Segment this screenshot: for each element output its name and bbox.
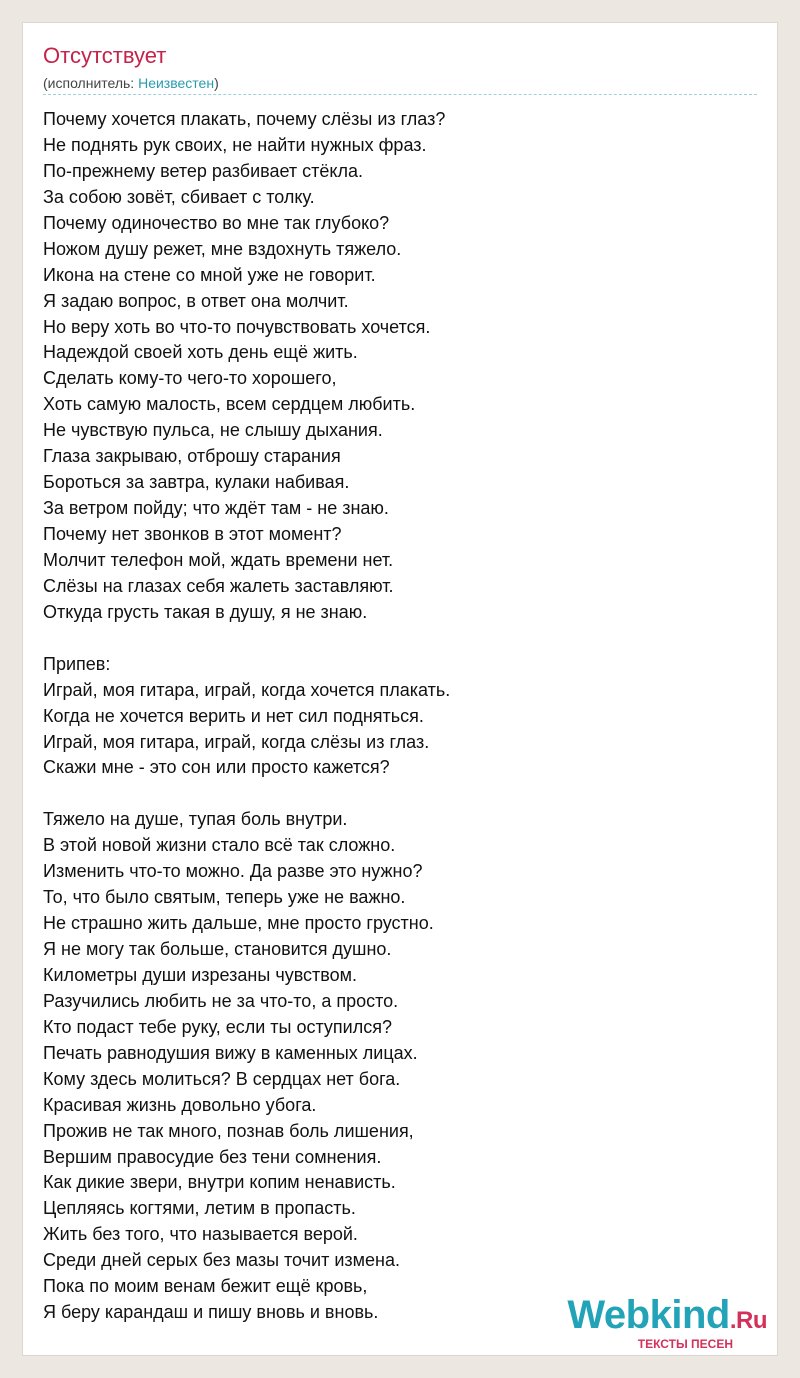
lyrics-line: За собою зовёт, сбивает с толку.: [43, 186, 315, 207]
lyrics-line: Играй, моя гитара, играй, когда хочется плакать.: [43, 679, 451, 700]
lyrics-line: Откуда грусть такая в душу, я не знаю.: [43, 601, 368, 622]
lyrics-line: То, что было святым, теперь уже не важно.: [43, 887, 406, 908]
lyrics-text: [43, 107, 450, 1326]
lyrics-line: Вершим правосудие без тени сомнения.: [43, 1146, 382, 1167]
artist-prefix: (исполнитель:: [43, 75, 139, 91]
lyrics-card: [22, 22, 778, 1356]
lyrics-line: Сделать кому-то чего-то хорошего,: [43, 368, 337, 389]
lyrics-line: Разучились любить не за что-то, а просто.: [43, 990, 399, 1011]
lyrics-line: Километры души изрезаны чувством.: [43, 964, 358, 985]
lyrics-line: Играй, моя гитара, играй, когда слёзы из глаз.: [43, 731, 430, 752]
artist-line: [43, 75, 219, 91]
lyrics-line: Глаза закрываю, отброшу старания: [43, 446, 341, 467]
lyrics-line: Я беру карандаш и пишу вновь и вновь.: [43, 1302, 379, 1323]
lyrics-line: Жить без того, что называется верой.: [43, 1224, 358, 1245]
lyrics-line: Когда не хочется верить и нет сил подняться.: [43, 705, 424, 726]
lyrics-line: Ножом душу режет, мне вздохнуть тяжело.: [43, 238, 402, 259]
lyrics-blank-line: [43, 781, 450, 807]
lyrics-line: Слёзы на глазах себя жалеть заставляют.: [43, 575, 394, 596]
lyrics-blank-line: [43, 626, 450, 652]
lyrics-line: Я не могу так больше, становится душно.: [43, 939, 392, 959]
lyrics-line: Почему хочется плакать, почему слёзы из глаз?: [43, 109, 446, 129]
lyrics-line: Не чувствую пульса, не слышу дыхания.: [43, 420, 383, 441]
artist-link[interactable]: Неизвестен: [138, 75, 215, 91]
artist-suffix: ): [214, 75, 219, 91]
lyrics-line: Почему нет звонков в этот момент?: [43, 524, 342, 544]
lyrics-line: Надеждой своей хоть день ещё жить.: [43, 342, 358, 363]
logo-tagline: ТЕКСТЫ ПЕСЕН: [637, 1337, 733, 1351]
song-title: Отсутствует: [43, 43, 167, 68]
lyrics-line: Кто подаст тебе руку, если ты оступился?: [43, 1016, 392, 1037]
webkind-logo[interactable]: [567, 1295, 767, 1351]
lyrics-line: Как дикие звери, внутри копим ненависть.: [43, 1172, 396, 1193]
lyrics-line: Икона на стене со мной уже не говорит.: [43, 264, 376, 285]
lyrics-line: В этой новой жизни стало всё так сложно.: [43, 835, 396, 856]
lyrics-line: Не страшно жить дальше, мне просто грустно.: [43, 913, 434, 934]
lyrics-line: Прожив не так много, познав боль лишения,: [43, 1120, 414, 1141]
lyrics-line: Тяжело на душе, тупая боль внутри.: [43, 809, 348, 830]
lyrics-line: Почему одиночество во мне так глубоко?: [43, 212, 390, 233]
logo-domain: .Ru: [729, 1307, 767, 1334]
lyrics-line: Я задаю вопрос, в ответ она молчит.: [43, 290, 349, 311]
lyrics-line: Скажи мне - это сон или просто кажется?: [43, 757, 390, 778]
lyrics-line: Но веру хоть во что-то почувствовать хочется.: [43, 316, 431, 337]
lyrics-line: Пока по моим венам бежит ещё кровь,: [43, 1276, 368, 1297]
lyrics-line: Печать равнодушия вижу в каменных лицах.: [43, 1042, 418, 1063]
lyrics-line: Кому здесь молиться? В сердцах нет бога.: [43, 1068, 401, 1089]
lyrics-line: Изменить что-то можно. Да разве это нужно?: [43, 861, 423, 882]
lyrics-line: Припев:: [43, 653, 111, 674]
lyrics-line: Молчит телефон мой, ждать времени нет.: [43, 549, 394, 570]
lyrics-line: Среди дней серых без мазы точит измена.: [43, 1250, 400, 1271]
lyrics-line: Хоть самую малость, всем сердцем любить.: [43, 394, 416, 415]
lyrics-line: Цепляясь когтями, летим в пропасть.: [43, 1198, 356, 1219]
lyrics-line: За ветром пойду; что ждёт там - не знаю.: [43, 498, 389, 519]
lyrics-line: Не поднять рук своих, не найти нужных фраз.: [43, 134, 427, 155]
lyrics-line: Красивая жизнь довольно убога.: [43, 1094, 317, 1115]
logo-wordmark: Webkind: [567, 1293, 730, 1337]
lyrics-line: Бороться за завтра, кулаки набивая.: [43, 472, 350, 493]
lyrics-line: По-прежнему ветер разбивает стёкла.: [43, 160, 364, 181]
header-divider: [43, 94, 757, 95]
